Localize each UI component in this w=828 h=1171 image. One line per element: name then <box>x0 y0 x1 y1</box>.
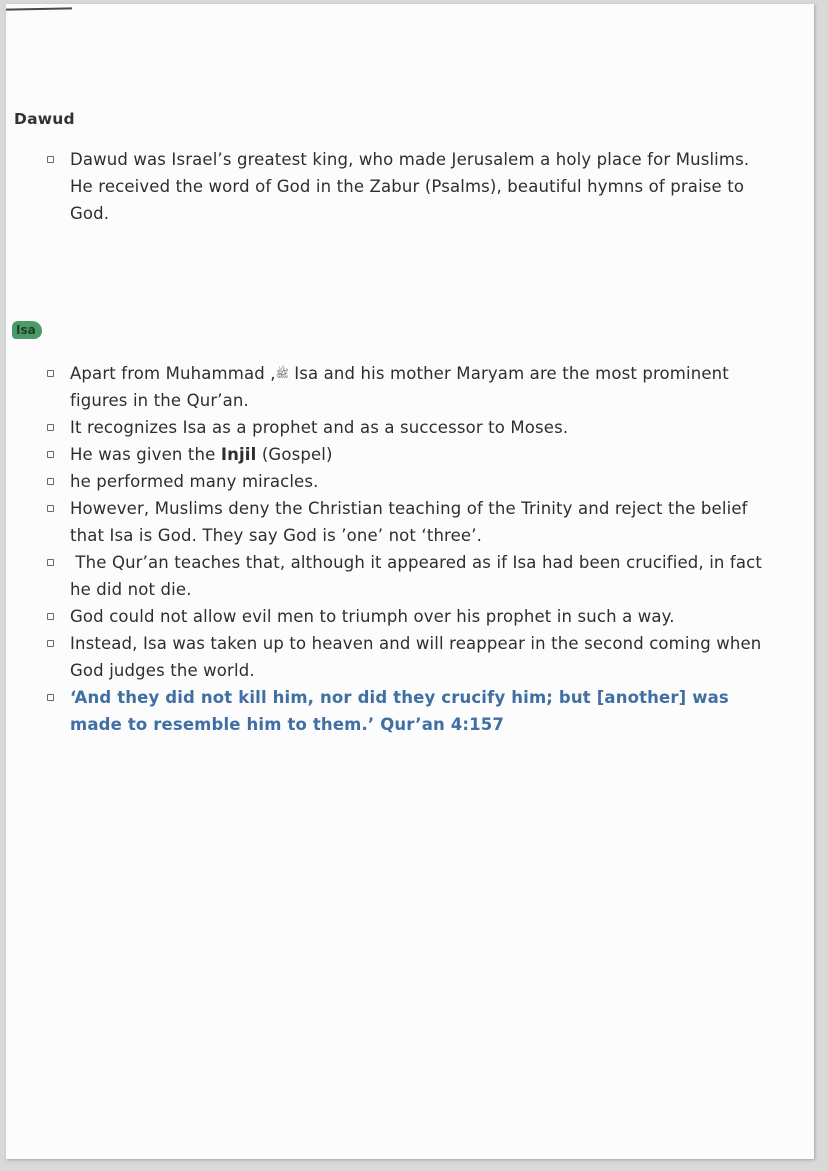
dawud-bullet-list <box>46 146 766 227</box>
list-item <box>46 146 766 227</box>
list-item <box>46 603 766 630</box>
isa-bullet-text: Instead, Isa was taken up to heaven and will reappear in the second coming when God judges the world. <box>70 634 762 680</box>
isa-bullet-text: he performed many miracles. <box>70 472 319 491</box>
document-page <box>6 4 814 1159</box>
isa-heading: Isa <box>12 321 42 339</box>
isa-bullet-text: It recognizes Isa as a prophet and as a successor to Moses. <box>70 418 569 437</box>
square-bullet-icon <box>47 694 54 701</box>
list-item <box>46 414 766 441</box>
list-item <box>46 441 766 468</box>
list-item <box>46 468 766 495</box>
injil-term: Injil <box>220 445 257 464</box>
list-item <box>46 495 766 549</box>
isa-bullet-text: God could not allow evil men to triumph over his prophet in such a way. <box>70 607 675 626</box>
dawud-bullet-text: Dawud was Israel’s greatest king, who made Jerusalem a holy place for Muslims. He received the word of God in the Zabur (Psalms), beautiful hymns of praise to God. <box>70 150 750 223</box>
isa-bullet-text: However, Muslims deny the Christian teaching of the Trinity and reject the belief that Isa is God. They say God is ’one’ not ‘three’. <box>70 499 748 545</box>
list-item <box>46 549 766 603</box>
page-corner-mark <box>6 7 72 10</box>
isa-bullet-text: Apart from Muhammad , <box>70 364 276 383</box>
square-bullet-icon <box>47 451 54 458</box>
list-item <box>46 630 766 684</box>
isa-bullet-text: The Qur’an teaches that, although it appeared as if Isa had been crucified, in fact he did not die. <box>70 553 768 599</box>
isa-bullet-text: He was given the <box>70 445 221 464</box>
square-bullet-icon <box>47 505 54 512</box>
square-bullet-icon <box>47 613 54 620</box>
square-bullet-icon <box>47 424 54 431</box>
dawud-heading: Dawud <box>14 110 75 128</box>
square-bullet-icon <box>47 156 54 163</box>
list-item <box>46 684 766 738</box>
isa-bullet-list <box>46 360 766 738</box>
square-bullet-icon <box>47 640 54 647</box>
square-bullet-icon <box>47 478 54 485</box>
isa-bullet-text: (Gospel) <box>256 445 333 464</box>
square-bullet-icon <box>47 559 54 566</box>
salawat-symbol: ﷺ <box>275 367 289 380</box>
quran-quote: ‘And they did not kill him, nor did they crucify him; but [another] was made to resemble him to them.’ Qur’an 4:157 <box>70 688 729 734</box>
isa-bullet-text: Isa and his mother Maryam are the most prominent figures in the Qur’an. <box>70 364 729 410</box>
square-bullet-icon <box>47 370 54 377</box>
list-item <box>46 360 766 414</box>
